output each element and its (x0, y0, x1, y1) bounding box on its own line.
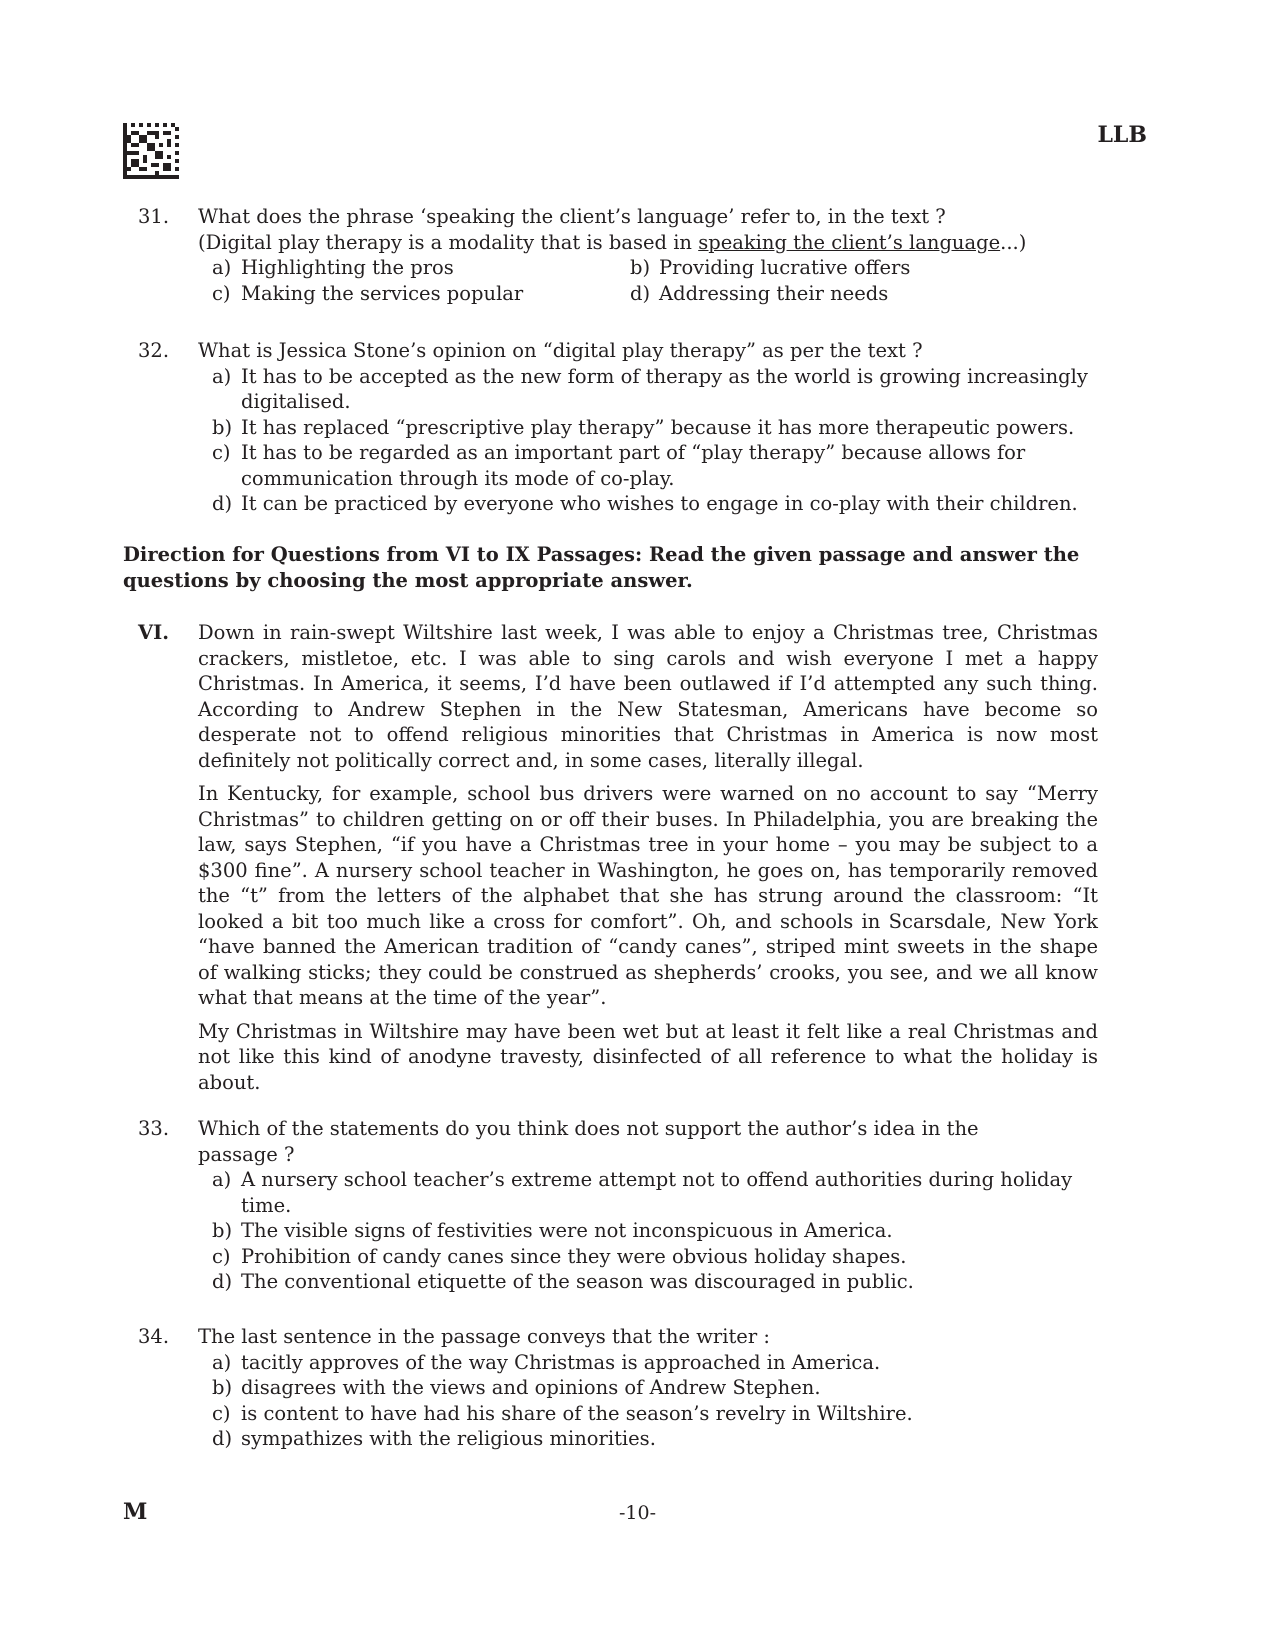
option-label: a) (212, 364, 232, 388)
question-31 (138, 204, 1098, 306)
question-text: Which of the statements do you think does not support the author’s idea in the passage ? (198, 1117, 979, 1166)
option-b[interactable] (212, 415, 1098, 441)
option-text: Highlighting the pros (241, 256, 454, 279)
question-number: 33. (138, 1117, 170, 1140)
option-b[interactable] (630, 255, 1050, 281)
option-label: c) (212, 281, 231, 305)
option-a[interactable] (212, 255, 630, 281)
option-d[interactable] (212, 1269, 1098, 1295)
option-label: b) (630, 256, 651, 279)
option-a[interactable] (212, 1350, 1098, 1376)
option-text: Making the services popular (241, 281, 524, 305)
quoted-extract (198, 230, 1098, 256)
option-label: c) (212, 441, 231, 464)
option-label: b) (212, 1376, 233, 1399)
option-label: d) (212, 1427, 233, 1450)
options-list (212, 1167, 1098, 1295)
option-label: d) (630, 281, 651, 305)
option-c[interactable] (212, 1244, 1098, 1270)
option-label: b) (212, 1219, 233, 1242)
option-label: a) (212, 1350, 232, 1374)
option-text: It has to be regarded as an important part of “play therapy” because allows for communication through its mode of co-play. (241, 441, 1026, 490)
page-number: -10- (618, 1502, 657, 1524)
passage-paragraph: My Christmas in Wiltshire may have been wet but at least it felt like a real Christmas and not like this kind of anodyne travesty, disinfected of all reference to what the holiday is about. (198, 1019, 1098, 1094)
option-text: is content to have had his share of the season’s revelry in Wiltshire. (241, 1401, 913, 1425)
series-code: M (123, 1499, 148, 1525)
question-number: 31. (138, 205, 170, 228)
quote-before: (Digital play therapy is a modality that is based in (198, 230, 699, 254)
question-text: What does the phrase ‘speaking the client’s language’ refer to, in the text ? (198, 205, 946, 228)
question-stem (198, 204, 1098, 255)
passage-number: VI. (138, 621, 170, 644)
option-a[interactable] (212, 364, 1098, 415)
option-c[interactable] (212, 281, 630, 307)
option-text: It has replaced “prescriptive play therapy” because it has more therapeutic powers. (241, 415, 1075, 439)
option-d[interactable] (212, 491, 1098, 517)
option-text: The conventional etiquette of the season was discouraged in public. (241, 1270, 914, 1293)
options-list (212, 364, 1098, 517)
option-text: disagrees with the views and opinions of Andrew Stephen. (241, 1376, 821, 1399)
option-text: Addressing their needs (659, 281, 889, 305)
option-text: sympathizes with the religious minorities. (241, 1427, 656, 1450)
option-text: tacitly approves of the way Christmas is approached in America. (241, 1350, 881, 1374)
option-label: c) (212, 1244, 231, 1268)
question-text: What is Jessica Stone’s opinion on “digital play therapy” as per the text ? (198, 339, 923, 362)
question-number: 32. (138, 339, 170, 362)
question-34 (138, 1324, 1098, 1452)
question-33 (138, 1116, 1098, 1295)
passage-body (198, 620, 1098, 1095)
question-text: The last sentence in the passage conveys that the writer : (198, 1325, 770, 1348)
paper-code: LLB (1097, 122, 1147, 148)
options-grid (212, 255, 1098, 306)
option-b[interactable] (212, 1218, 1098, 1244)
option-c[interactable] (212, 1401, 1098, 1427)
option-c[interactable] (212, 440, 1098, 491)
option-label: b) (212, 415, 233, 439)
option-label: a) (212, 1168, 232, 1191)
option-text: The visible signs of festivities were not inconspicuous in America. (241, 1219, 893, 1242)
options-list (212, 1350, 1098, 1452)
question-number: 34. (138, 1325, 170, 1348)
option-label: d) (212, 492, 233, 515)
passage-paragraph: In Kentucky, for example, school bus drivers were warned on no account to say “Merry Christmas” to children getting on or off their buses. In Philadelphia, you are breaking the law, says Stephen, “if you have a Christmas tree in your home – you may be subject to a $300 fine”. A nursery school teacher in Washington, he goes on, has temporarily removed the “t” from the letters of the alphabet that she has strung around the classroom: “It looked a bit too much like a cross for comfort”. Oh, and schools in Scarsdale, New York “have banned the American tradition of “candy canes”, striped mint sweets in the shape of walking sticks; they could be construed as shepherds’ crooks, you see, and we all know what that means at the time of the year”. (198, 782, 1098, 1009)
option-a[interactable] (212, 1167, 1098, 1218)
option-text: It has to be accepted as the new form of therapy as the world is growing increasingly digitalised. (241, 364, 1088, 413)
qr-code-icon (123, 123, 179, 179)
option-d[interactable] (630, 281, 1050, 307)
quote-after: ...) (1000, 230, 1027, 254)
option-text: A nursery school teacher’s extreme attempt not to offend authorities during holiday time. (241, 1168, 1073, 1217)
option-label: c) (212, 1401, 231, 1425)
option-text: Providing lucrative offers (659, 256, 911, 279)
passage-paragraph: Down in rain-swept Wiltshire last week, I was able to enjoy a Christmas tree, Christmas crackers, mistletoe, etc. I was able to sing carols and wish everyone I met a happy Christmas. In America, it seems, I’d have been outlawed if I’d attempted any such thing. According to Andrew Stephen in the New Statesman, Americans have become so desperate not to offend religious minorities that Christmas in America is now most definitely not politically correct and, in some cases, literally illegal. (198, 621, 1098, 772)
question-32 (138, 338, 1098, 517)
option-text: Prohibition of candy canes since they were obvious holiday shapes. (241, 1244, 907, 1268)
option-label: a) (212, 256, 232, 279)
section-direction: Direction for Questions from VI to IX Passages: Read the given passage and answer the questions by choosing the most appropriate answer. (123, 543, 1080, 592)
option-label: d) (212, 1270, 233, 1293)
option-b[interactable] (212, 1375, 1098, 1401)
passage-vi (138, 620, 1098, 1103)
option-d[interactable] (212, 1426, 1098, 1452)
option-text: It can be practiced by everyone who wishes to engage in co-play with their children. (241, 492, 1078, 515)
quote-underlined: speaking the client’s language (698, 230, 1001, 254)
